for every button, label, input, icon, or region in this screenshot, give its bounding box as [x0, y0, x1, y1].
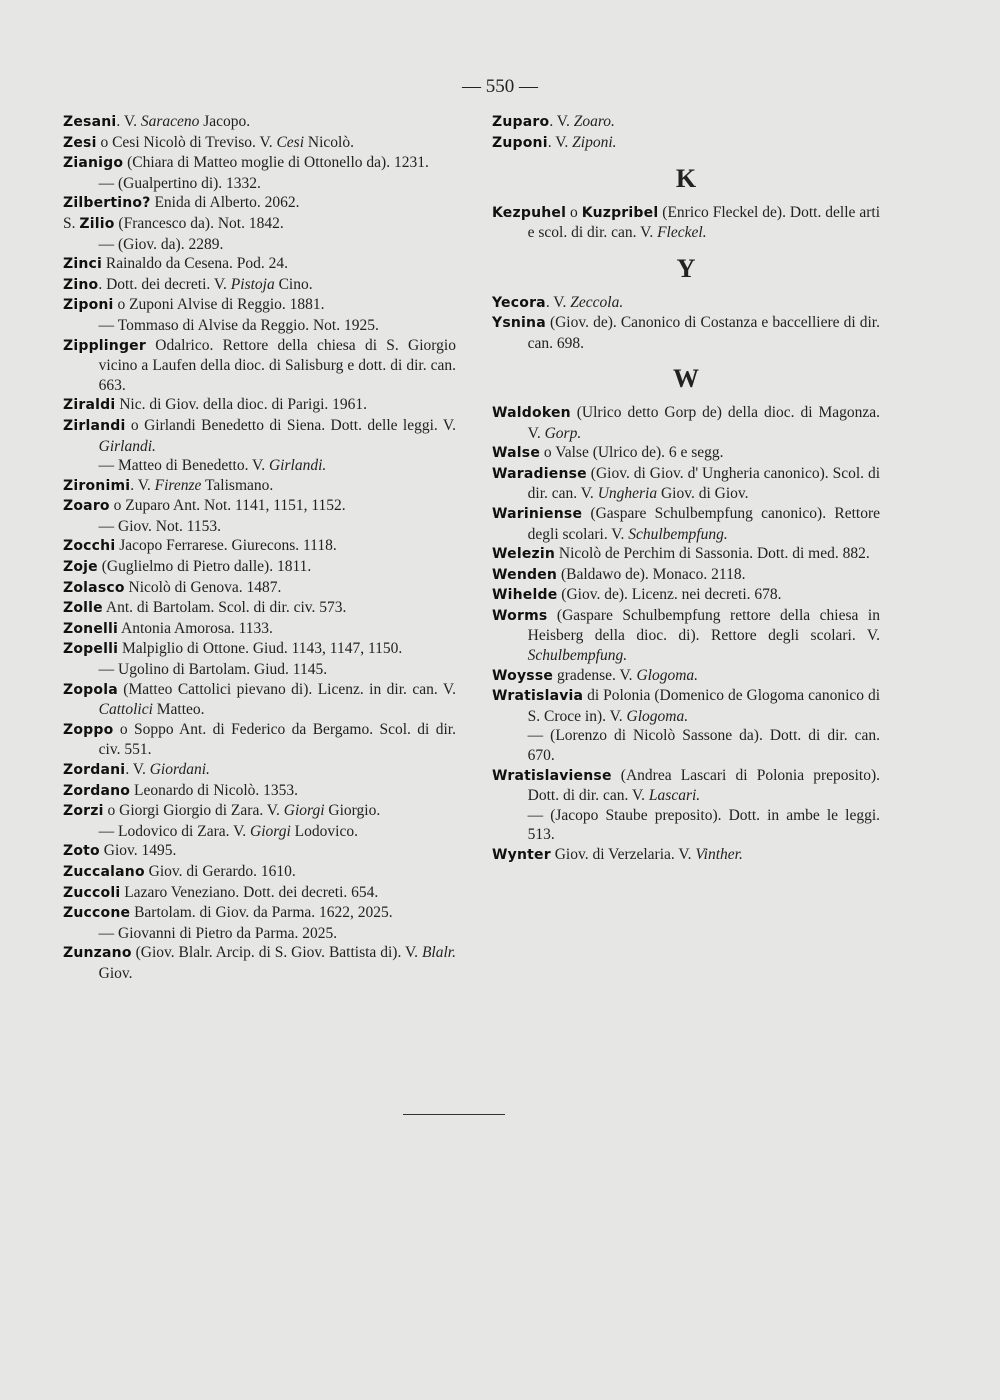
entry-text: (Giov. de). Licenz. nei decreti. 678. — [557, 586, 782, 604]
index-entry — [63, 781, 456, 802]
entry-headword: Wratislaviense — [492, 767, 612, 784]
index-entry — [63, 598, 456, 619]
entry-text: Nic. di Giov. della dioc. di Parigi. 1961. — [115, 396, 368, 414]
entry-cross-reference: Blalr. — [421, 944, 456, 962]
index-entry — [492, 443, 880, 464]
entry-headword: Zianigo — [63, 155, 124, 172]
entry-text: — (Jacopo Staube preposito). Dott. in ambe le leggi. 513. — [527, 806, 880, 844]
index-entry — [63, 883, 456, 904]
entry-text: o Girlandi Benedetto di Siena. Dott. delle leggi. V. — [125, 416, 456, 434]
entry-cross-reference: Glogoma. — [636, 666, 699, 684]
entry-text: o Soppo Ant. di Federico da Bergamo. Scol. di dir. civ. 551. — [98, 720, 456, 759]
index-entry — [492, 313, 880, 353]
entry-cross-reference: Girlandi. — [268, 457, 327, 475]
index-entry — [63, 112, 456, 133]
index-entry — [63, 496, 456, 517]
entry-text: Talismano. — [201, 476, 274, 494]
index-entry — [63, 214, 456, 235]
entry-text: (Giov. Blalr. Arcip. di S. Giov. Battista di). V. — [131, 944, 422, 962]
entry-text: Jacopo Ferrarese. Giurecons. 1118. — [115, 537, 337, 555]
index-entry — [63, 254, 456, 275]
entry-headword: Yecora — [492, 294, 546, 311]
index-entry — [492, 464, 880, 504]
entry-text: — Ugolino di Bartolam. Giud. 1145. — [98, 661, 328, 679]
entry-cross-reference: Giorgi — [283, 802, 325, 820]
entry-headword: Welezin — [492, 546, 556, 563]
entry-headword: Zirlandi — [63, 417, 126, 434]
entry-text: o Valse (Ulrico de). 6 e segg. — [540, 444, 724, 462]
entry-headword: Wariniense — [492, 505, 583, 522]
index-subentry — [492, 806, 880, 845]
index-entry — [63, 275, 456, 296]
entry-headword: Zordano — [63, 782, 131, 799]
index-entry — [492, 203, 880, 243]
index-entry — [492, 293, 880, 314]
entry-text: (Giov. di Giov. d' Ungheria canonico). Scol. di dir. can. V. — [527, 464, 880, 503]
index-entry — [492, 544, 880, 565]
entry-text: — Tommaso di Alvise da Reggio. Not. 1925. — [98, 316, 379, 334]
entry-headword: Zesi — [63, 134, 97, 151]
entry-cross-reference: Zoaro. — [573, 113, 615, 130]
entry-text: Leonardo di Nicolò. 1353. — [130, 781, 299, 799]
index-entry — [63, 903, 456, 924]
entry-headword: Zolasco — [63, 579, 125, 596]
index-entry — [63, 862, 456, 883]
entry-headword: Kuzpribel — [581, 204, 659, 221]
entry-headword: Walse — [492, 445, 541, 462]
index-entry — [492, 565, 880, 586]
entry-text: Nicolò. — [304, 133, 354, 151]
index-entry — [63, 557, 456, 578]
entry-text: (Giov. de). Canonico di Costanza e baccelliere di dir. can. 698. — [527, 314, 880, 352]
entry-headword: Zilio — [79, 215, 115, 232]
index-entry — [63, 801, 456, 822]
entry-text: (Gaspare Schulbempfung rettore della chiesa in Heisberg della dioc. di). Rettore degli scolari. V. — [527, 606, 880, 645]
entry-text: (Guglielmo di Pietro dalle). 1811. — [97, 558, 312, 576]
entry-cross-reference: Zeccola. — [570, 293, 624, 311]
entry-headword: Kezpuhel — [492, 204, 567, 221]
index-subentry — [63, 456, 456, 476]
entry-text: Giorgio. — [324, 802, 381, 820]
bottom-rule — [403, 1114, 505, 1115]
entry-text: . V. — [547, 133, 573, 151]
entry-text: — (Lorenzo di Nicolò Sassone da). Dott. di dir. can. 670. — [527, 727, 880, 765]
entry-text: Lodovico. — [290, 822, 358, 840]
entry-text: . V. — [130, 476, 155, 494]
index-entry — [63, 476, 456, 497]
index-entry — [492, 666, 880, 687]
entry-text: Cino. — [274, 275, 313, 293]
entry-headword: Zesani — [63, 114, 117, 130]
entry-text: . V. — [549, 113, 574, 130]
index-entry — [492, 766, 880, 806]
entry-cross-reference: Firenze — [154, 476, 202, 494]
entry-text: Jacopo. — [199, 113, 251, 130]
entry-text: Lazaro Veneziano. Dott. dei decreti. 654. — [120, 883, 379, 901]
entry-text: Bartolam. di Giov. da Parma. 1622, 2025. — [130, 904, 393, 922]
section-w — [492, 403, 880, 866]
entry-headword: Zuccalano — [63, 863, 145, 880]
entry-headword: Waradiense — [492, 465, 587, 482]
entry-headword: Ziponi — [63, 297, 114, 314]
entry-text: — Giovanni di Pietro da Parma. 2025. — [98, 924, 338, 942]
index-entry — [63, 841, 456, 862]
entry-headword: Zopola — [63, 681, 118, 698]
index-entry — [63, 193, 456, 214]
entry-headword: Zoaro — [63, 498, 110, 515]
entry-headword: Wenden — [492, 566, 558, 583]
entry-cross-reference: Girlandi. — [98, 437, 156, 455]
index-entry — [63, 943, 456, 983]
entry-text: — Matteo di Benedetto. V. — [98, 457, 269, 475]
entry-text: Enida di Alberto. 2062. — [150, 194, 300, 212]
entry-text: Giov. di Giov. — [657, 485, 749, 503]
entry-text: Ant. di Bartolam. Scol. di dir. civ. 573. — [102, 599, 347, 617]
index-entry — [63, 395, 456, 416]
entry-prefix: S. — [63, 214, 80, 232]
entry-cross-reference: Ziponi. — [572, 133, 617, 151]
index-entry — [492, 403, 880, 443]
entry-headword: Zuccoli — [63, 884, 121, 901]
entry-text: Giov. 1495. — [99, 842, 177, 860]
index-entry — [63, 760, 456, 781]
entry-cross-reference: Giorgi — [250, 822, 291, 840]
section-heading-w: W — [673, 364, 699, 394]
entry-headword: Zonelli — [63, 620, 119, 637]
index-entry — [492, 686, 880, 726]
entry-cross-reference: Schulbempfung. — [527, 647, 628, 665]
index-entry — [63, 295, 456, 316]
entry-headword: Ysnina — [492, 315, 546, 332]
entry-headword: Zinci — [63, 256, 103, 273]
entry-text: (Chiara di Matteo moglie di Ottonello da). 1231. — [123, 154, 429, 172]
entry-text: . V. — [125, 761, 150, 778]
entry-cross-reference: Giordani. — [149, 761, 210, 778]
section-heading-k: K — [675, 164, 697, 194]
entry-headword: Zipplinger — [63, 337, 146, 354]
entry-text: Giov. — [98, 964, 133, 982]
entry-text: — (Gualpertino di). 1332. — [98, 174, 261, 192]
entry-headword: Wihelde — [492, 587, 558, 604]
entry-headword: Zoje — [63, 559, 98, 576]
entry-cross-reference: Schulbempfung. — [628, 525, 728, 543]
entry-text: — Giov. Not. 1153. — [98, 517, 222, 535]
entry-text: (Matteo Cattolici pievano di). Licenz. in dir. can. V. — [117, 680, 456, 698]
entry-cross-reference: Cattolici — [98, 701, 153, 719]
entry-headword: Waldoken — [492, 404, 571, 421]
left-column — [63, 112, 456, 984]
entry-headword: Wratislavia — [492, 688, 584, 705]
index-subentry — [492, 726, 880, 765]
section-z-continued — [492, 112, 880, 153]
entry-text: di Polonia (Domenico de Glogoma canonico di S. Croce in). V. — [527, 687, 880, 725]
entry-headword: Zuccone — [63, 905, 131, 922]
entry-headword: Zilbertino? — [63, 195, 151, 212]
index-subentry — [63, 822, 456, 842]
entry-cross-reference: Ungheria — [597, 485, 658, 503]
entry-headword: Zunzano — [63, 945, 132, 962]
entry-text: . Dott. dei decreti. V. — [98, 275, 231, 293]
index-entry — [63, 680, 456, 720]
index-entry — [492, 585, 880, 606]
entry-headword: Ziraldi — [63, 397, 116, 414]
entry-text: o Zuponi Alvise di Reggio. 1881. — [113, 296, 325, 314]
entry-text: — (Giov. da). 2289. — [98, 235, 224, 253]
entry-text: Nicolò de Perchim di Sassonia. Dott. di med. 882. — [555, 545, 870, 563]
index-subentry — [63, 235, 456, 255]
index-entry — [492, 133, 880, 154]
entry-headword: Zordani — [63, 762, 126, 778]
index-entry — [63, 153, 456, 174]
entry-text: o Giorgi Giorgio di Zara. V. — [103, 802, 284, 820]
entry-headword: Woysse — [492, 667, 554, 684]
entry-text: — Lodovico di Zara. V. — [98, 822, 251, 840]
section-k — [492, 203, 880, 243]
index-subentry — [63, 316, 456, 336]
index-entry — [63, 416, 456, 456]
entry-cross-reference: Glogoma. — [626, 707, 689, 725]
entry-headword: Zironimi — [63, 477, 131, 494]
section-heading-y: Y — [676, 253, 696, 283]
entry-text: (Baldawo de). Monaco. 2118. — [557, 565, 746, 583]
section-y — [492, 293, 880, 354]
entry-text: Malpiglio di Ottone. Giud. 1143, 1147, 1150. — [118, 640, 403, 658]
entry-text: (Francesco da). Not. 1842. — [114, 214, 284, 232]
entry-headword: Zoto — [63, 843, 100, 860]
entry-headword: Zuponi — [492, 134, 548, 151]
entry-text: o Cesi Nicolò di Treviso. V. — [96, 133, 277, 151]
entry-headword: Zino — [63, 276, 99, 293]
entry-headword: Zoppo — [63, 721, 114, 738]
index-entry — [63, 578, 456, 599]
entry-text: Nicolò di Genova. 1487. — [124, 578, 282, 596]
index-entry — [492, 845, 880, 866]
entry-text: o — [566, 203, 582, 221]
entry-cross-reference: Gorp. — [544, 424, 582, 442]
entry-headword: Zolle — [63, 600, 103, 617]
entry-headword: Zuparo — [492, 114, 550, 130]
entry-text: Giov. di Gerardo. 1610. — [144, 862, 296, 880]
index-entry — [492, 606, 880, 666]
index-entry — [63, 720, 456, 760]
entry-cross-reference: Cesi — [276, 133, 305, 151]
entry-cross-reference: Lascari. — [648, 787, 701, 805]
entry-text: Antonia Amorosa. 1133. — [118, 619, 273, 637]
entry-headword: Zopelli — [63, 641, 119, 658]
entry-text: gradense. V. — [553, 666, 637, 684]
entry-cross-reference: Saraceno — [140, 113, 200, 130]
index-subentry — [63, 517, 456, 537]
entry-text: o Zuparo Ant. Not. 1141, 1151, 1152. — [109, 497, 346, 515]
entry-text: (Andrea Lascari di Polonia preposito). Dott. di dir. can. V. — [527, 766, 880, 805]
entry-headword: Worms — [492, 607, 548, 624]
entry-text: Giov. di Verzelaria. V. — [550, 846, 696, 863]
index-entry — [492, 112, 880, 133]
index-entry — [492, 504, 880, 544]
index-entry — [63, 536, 456, 557]
entry-text: Matteo. — [152, 701, 205, 719]
entry-text: (Enrico Fleckel de). Dott. delle arti e scol. di dir. can. V. — [527, 203, 880, 242]
entry-text: Odalrico. Rettore della chiesa di S. Giorgio vicino a Laufen della dioc. di Salisburg e dott. di dir. can. 663. — [98, 336, 456, 394]
entry-text: (Ulrico detto Gorp de) della dioc. di Magonza. V. — [527, 403, 880, 442]
entry-text: Rainaldo da Cesena. Pod. 24. — [102, 255, 288, 273]
entry-text: . V. — [545, 293, 571, 311]
index-entry — [63, 336, 456, 396]
entry-headword: Wynter — [492, 847, 551, 863]
right-column — [492, 112, 880, 866]
index-entry — [63, 639, 456, 660]
entry-text: . V. — [116, 113, 141, 130]
index-subentry — [63, 660, 456, 680]
index-subentry — [63, 174, 456, 194]
entry-headword: Zocchi — [63, 538, 116, 555]
entry-cross-reference: Pistoja — [230, 275, 275, 293]
entry-cross-reference: Vinther. — [695, 846, 743, 863]
page-number: — 550 — — [462, 76, 538, 97]
entry-text: (Gaspare Schulbempfung canonico). Rettore degli scolari. V. — [527, 504, 880, 543]
index-subentry — [63, 924, 456, 944]
index-entry — [63, 133, 456, 154]
index-entry — [63, 619, 456, 640]
entry-headword: Zorzi — [63, 803, 104, 820]
entry-cross-reference: Fleckel. — [657, 224, 707, 242]
